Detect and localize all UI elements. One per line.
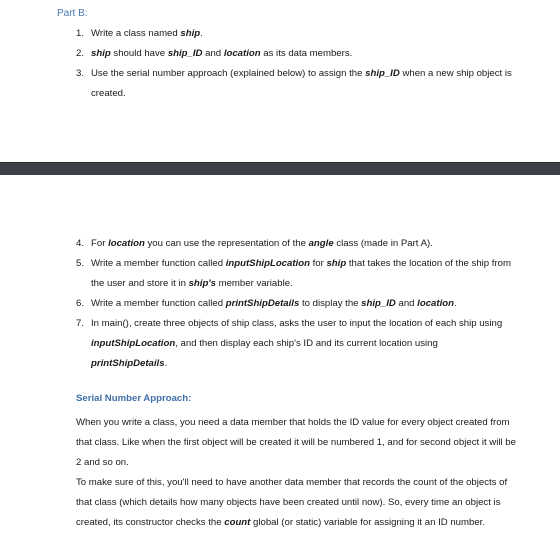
- list-item: [76, 254, 516, 294]
- emphasis-text: ship's: [188, 278, 216, 289]
- emphasis: [417, 298, 454, 309]
- text-segment: .: [453, 298, 457, 309]
- list-item-number: 3.: [76, 68, 85, 79]
- list-item: [76, 64, 516, 104]
- list-item: [76, 44, 516, 64]
- emphasis: [224, 517, 250, 528]
- emphasis: [226, 298, 300, 309]
- text-segment: member variable.: [215, 278, 293, 289]
- emphasis-text: inputShipLocation: [91, 338, 176, 349]
- text-segment: For: [91, 238, 109, 249]
- emphasis-text: location: [108, 238, 145, 249]
- text-segment: To make sure of this, you'll need to have another data member that records the count of the objects of that class (which details how many objects have been created until now). So, every time an object is created, its constructor checks the: [76, 477, 508, 528]
- emphasis-text: inputShipLocation: [225, 258, 310, 269]
- list-item-number: 1.: [76, 28, 85, 39]
- text-segment: to display the: [299, 298, 362, 309]
- emphasis: [91, 338, 175, 349]
- part-b-title: Part B:: [57, 8, 88, 19]
- text-segment: global (or static) variable for assigning it an ID number.: [250, 517, 485, 528]
- list-item: [76, 24, 516, 44]
- text-segment: class (made in Part A).: [333, 238, 433, 249]
- emphasis: [309, 238, 334, 249]
- text-segment: .: [200, 28, 203, 39]
- part-b-list: [76, 24, 516, 104]
- text-segment: that takes the location of the ship from the user and store it in: [91, 258, 511, 289]
- text-segment: for: [309, 258, 327, 269]
- emphasis: [365, 68, 400, 79]
- text-segment: as its data members.: [260, 48, 353, 59]
- text-segment: Write a member function called: [91, 298, 226, 309]
- page-section-bottom: [0, 175, 560, 559]
- emphasis-text: count: [224, 517, 251, 528]
- emphasis: [189, 278, 216, 289]
- list-item-number: 5.: [76, 258, 85, 269]
- text-segment: .: [164, 358, 168, 369]
- list-item: [76, 234, 516, 254]
- emphasis: [361, 298, 396, 309]
- emphasis: [91, 48, 111, 59]
- emphasis-text: ship_ID: [365, 68, 400, 79]
- text-segment: In main(), create three objects of ship class, asks the user to input the location of each ship using: [91, 318, 503, 329]
- emphasis: [91, 358, 165, 369]
- emphasis: [224, 48, 261, 59]
- text-segment: and: [395, 298, 418, 309]
- page-section-top: [0, 0, 560, 162]
- text-segment: and: [202, 48, 224, 59]
- emphasis-text: printShipDetails: [91, 358, 165, 369]
- emphasis: [180, 28, 200, 39]
- text-segment: , and then display each ship's ID and its current location using: [175, 338, 438, 349]
- paragraph: [76, 473, 516, 533]
- list-item-number: 7.: [76, 318, 85, 329]
- part-b-continued-list: [76, 234, 516, 374]
- text-segment: when a new ship object is created.: [91, 68, 512, 99]
- serial-number-body: [76, 413, 516, 533]
- text-segment: Use the serial number approach (explained below) to assign the: [91, 68, 366, 79]
- list-item-number: 6.: [76, 298, 85, 309]
- emphasis-text: ship_ID: [361, 298, 396, 309]
- emphasis: [108, 238, 145, 249]
- text-segment: Write a member function called: [91, 258, 226, 269]
- emphasis: [226, 258, 310, 269]
- serial-number-heading: Serial Number Approach:: [76, 393, 192, 404]
- emphasis-text: angle: [308, 238, 334, 249]
- emphasis-text: ship: [180, 28, 201, 39]
- emphasis-text: location: [417, 298, 454, 309]
- emphasis-text: location: [223, 48, 261, 59]
- list-item: [76, 314, 516, 374]
- text-segment: should have: [110, 48, 168, 59]
- list-item-number: 4.: [76, 238, 85, 249]
- paragraph: [76, 413, 516, 473]
- emphasis-text: printShipDetails: [225, 298, 300, 309]
- text-segment: When you write a class, you need a data member that holds the ID value for every object created from that class. Like when the first object will be created it will be numbered 1, and for second object it will be 2 and so on.: [76, 417, 516, 468]
- list-item: [76, 294, 516, 314]
- emphasis-text: ship_ID: [167, 48, 203, 59]
- emphasis: [326, 258, 346, 269]
- list-item-number: 2.: [76, 48, 85, 59]
- text-segment: you can use the representation of the: [144, 238, 309, 249]
- text-segment: Write a class named: [91, 28, 181, 39]
- emphasis-text: ship: [326, 258, 347, 269]
- page-divider: [0, 162, 560, 176]
- emphasis: [168, 48, 203, 59]
- emphasis-text: ship: [91, 48, 111, 59]
